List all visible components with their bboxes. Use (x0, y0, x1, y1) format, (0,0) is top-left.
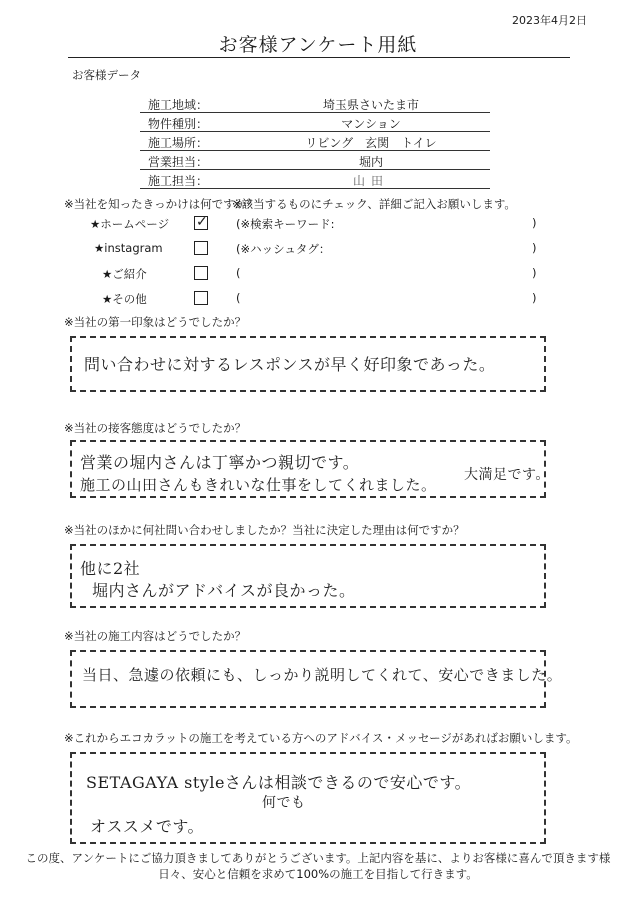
detail-other: ( (236, 291, 241, 305)
answer-service-line2: 施工の山田さんもきれいな仕事をしてくれました。 (80, 476, 437, 494)
detail-hashtag: (※ハッシュタグ： (236, 242, 331, 256)
answer-advice-line2: オススメです。 (90, 817, 205, 836)
detail-close: ) (532, 266, 537, 280)
question-work-quality: ※当社の施工内容はどうでしたか？ (64, 629, 247, 643)
field-label: 施工場所： (148, 136, 209, 150)
customer-row-place (140, 132, 490, 151)
checkbox-instagram[interactable] (194, 241, 208, 255)
question-first-impression: ※当社の第一印象はどうでしたか？ (64, 315, 247, 329)
answer-first-impression: 問い合わせに対するレスポンスが早く好印象であった。 (84, 355, 496, 374)
answer-service-line1: 営業の堀内さんは丁寧かつ親切です。 (80, 453, 360, 472)
answer-advice-insert: 何でも (262, 795, 306, 811)
check-mark-icon: ✓ (196, 214, 208, 230)
detail-close: ) (532, 216, 537, 230)
title-underline (68, 57, 570, 58)
question-comparison: ※当社のほかに何社問い合わせしましたか？当社に決定した理由は何ですか？ (64, 523, 465, 537)
field-value: 埼玉県さいたま市 (322, 98, 419, 112)
field-label: 施工担当： (148, 174, 209, 188)
footer-line1: この度、アンケートにご協力頂きましてありがとうございます。上記内容を基に、よりお客様に喜んで頂きます様 (25, 851, 611, 865)
page-title: お客様アンケート用紙 (218, 34, 418, 56)
field-label: 物件種別： (148, 117, 209, 131)
checkbox-other[interactable] (194, 291, 208, 305)
question-source: ※当社を知ったきっかけは何ですか？ (64, 197, 258, 211)
customer-row-area (140, 94, 490, 113)
source-label-homepage: ★ホームページ (90, 217, 170, 231)
question-source-instruction: ※該当するものにチェック、詳細ご記入お願いします。 (232, 197, 516, 211)
customer-row-sales (140, 151, 490, 170)
source-label-referral: ★ご紹介 (102, 267, 147, 281)
detail-close: ) (532, 291, 537, 305)
answer-advice-line1: SETAGAYA styleさんは相談できるので安心です。 (86, 773, 472, 792)
detail-keyword: (※検索キーワード: (236, 217, 335, 231)
checkbox-referral[interactable] (194, 266, 208, 280)
survey-date: 2023年4月2日 (512, 14, 587, 27)
question-service: ※当社の接客態度はどうでしたか？ (64, 421, 247, 435)
question-advice: ※これからエコカラットの施工を考えている方へのアドバイス・メッセージがあればお願いします。 (64, 731, 578, 745)
detail-close: ) (532, 241, 537, 255)
customer-row-type (140, 113, 490, 132)
footer-line2: 日々、安心と信頼を求めて100%の施工を目指して行きます。 (158, 867, 478, 881)
field-label: 施工地域： (148, 98, 209, 112)
checkbox-homepage[interactable] (194, 216, 208, 230)
answer-comparison-line2: 堀内さんがアドバイスが良かった。 (92, 581, 356, 600)
field-value: 堀内 (358, 155, 383, 169)
customer-section-label: お客様データ (72, 68, 141, 82)
answer-work-quality: 当日、急遽の依頼にも、しっかり説明してくれて、安心できました。 (82, 666, 563, 684)
answer-service-extra: 大満足です。 (464, 467, 550, 483)
customer-row-installer (140, 170, 490, 189)
answer-comparison-line1: 他に2社 (80, 559, 141, 578)
field-value-handwritten: 山田 (352, 174, 389, 188)
field-value: リビング 玄関 トイレ (305, 136, 437, 150)
field-label: 営業担当： (148, 155, 209, 169)
field-value: マンション (341, 117, 401, 131)
source-label-other: ★その他 (102, 292, 147, 306)
source-label-instagram: ★instagram (94, 241, 163, 255)
detail-referral: ( (236, 266, 241, 280)
